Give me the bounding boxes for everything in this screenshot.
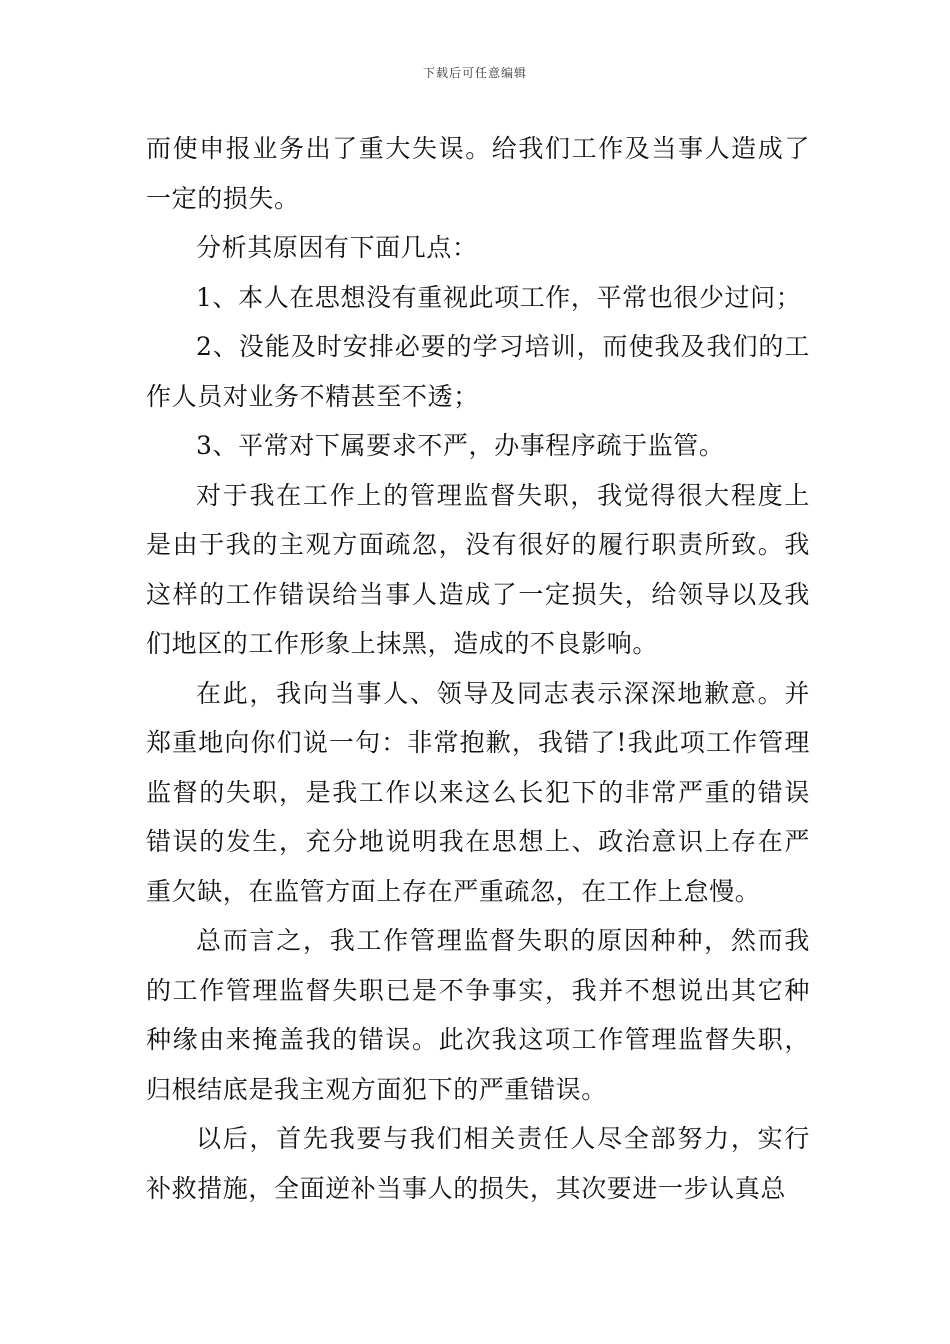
- paragraph-6: 对于我在工作上的管理监督失职，我觉得很大程度上是由于我的主观方面疏忽，没有很好的履行职责所致。我这样的工作错误给当事人造成了一定损失，给领导以及我们地区的工作形象上抹黑，造成的不良影响。: [146, 480, 810, 658]
- paragraph-1: 而使申报业务出了重大失误。给我们工作及当事人造成了一定的损失。: [146, 134, 810, 213]
- page-header: 下载后可任意编辑: [422, 66, 527, 80]
- paragraph-9: 以后，首先我要与我们相关责任人尽全部努力，实行补救措施，全面逆补当事人的损失，其次要进一步认真总: [146, 1124, 810, 1203]
- paragraph-3: 1、本人在思想没有重视此项工作，平常也很少过问；: [196, 282, 802, 312]
- paragraph-4: 2、没能及时安排必要的学习培训，而使我及我们的工作人员对业务不精甚至不透；: [146, 332, 810, 411]
- document-body: [146, 124, 810, 1213]
- paragraph-7: 在此，我向当事人、领导及同志表示深深地歉意。并郑重地向你们说一句：非常抱歉，我错了!我此项工作管理监督的失职，是我工作以来这么长犯下的非常严重的错误错误的发生，充分地说明我在思想上、政治意识上存在严重欠缺，在监管方面上存在严重疏忽，在工作上怠慢。: [146, 678, 810, 906]
- paragraph-2: 分析其原因有下面几点：: [196, 233, 478, 262]
- paragraph-5: 3、平常对下属要求不严，办事程序疏于监管。: [196, 431, 725, 460]
- paragraph-8: 总而言之，我工作管理监督失职的原因种种，然而我的工作管理监督失职已是不争事实，我并不想说出其它种种缘由来掩盖我的错误。此次我这项工作管理监督失职，归根结底是我主观方面犯下的严重错误。: [146, 926, 810, 1104]
